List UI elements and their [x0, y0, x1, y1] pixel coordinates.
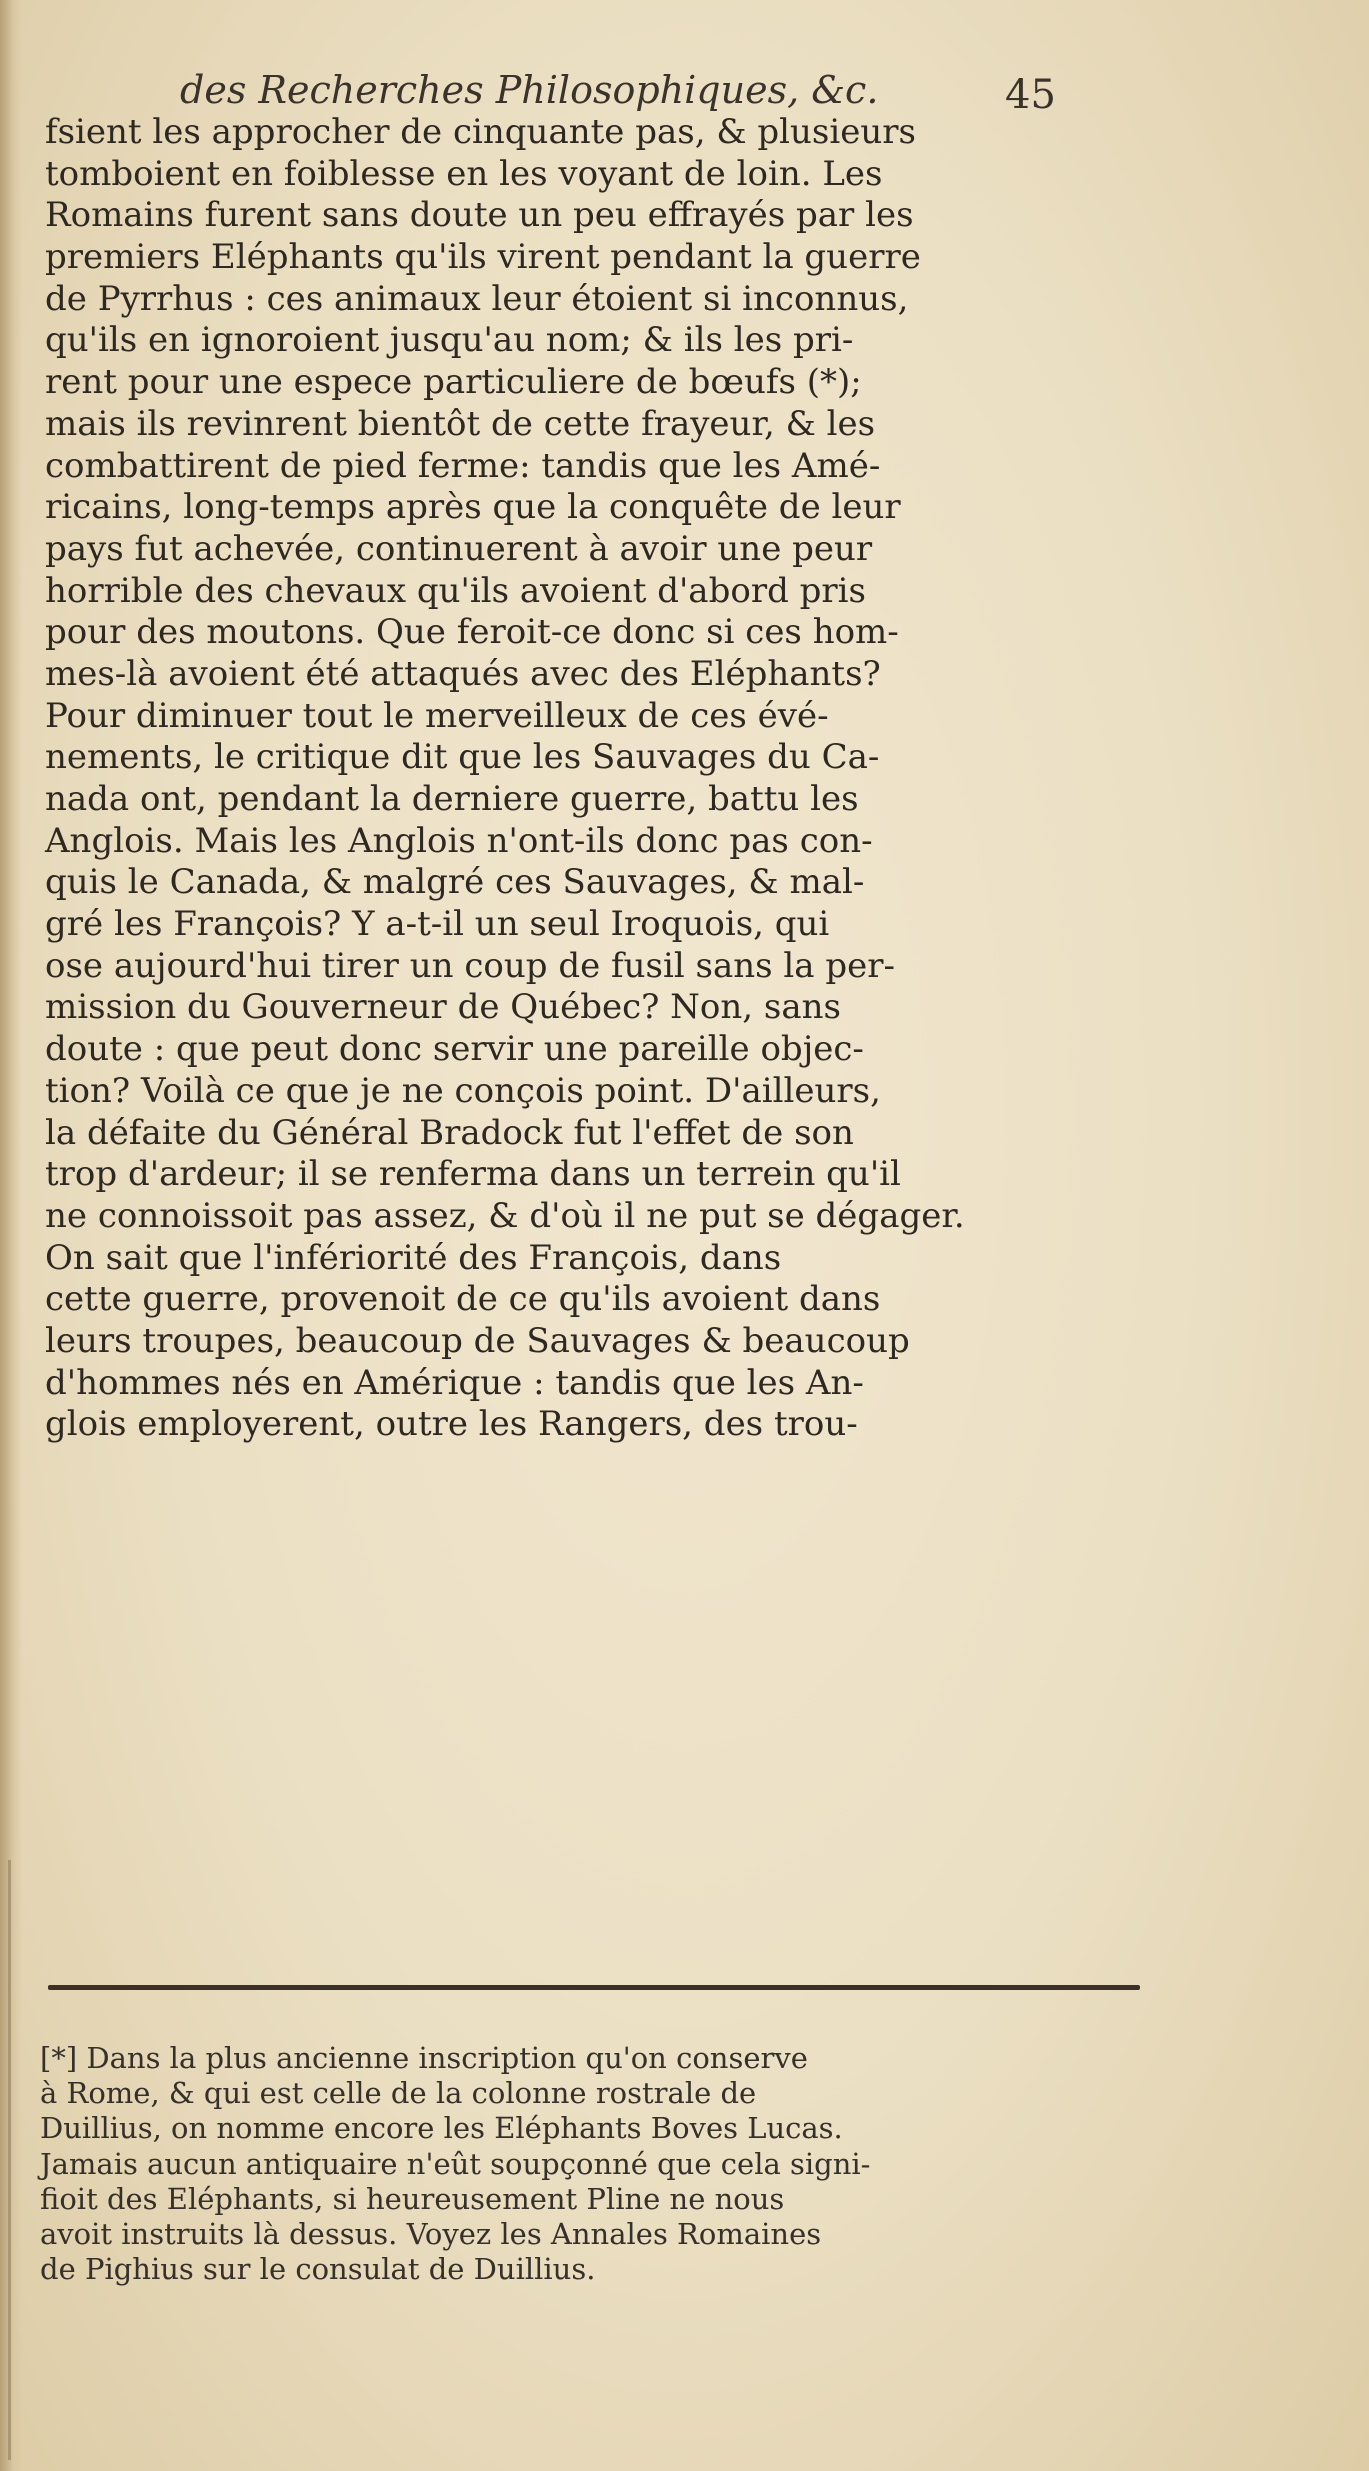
text-line: mais ils revinrent bientôt de cette frayeur, & les [45, 403, 876, 444]
text-line: Pour diminuer tout le merveilleux de ces évé- [45, 695, 829, 736]
text-line: quis le Canada, & malgré ces Sauvages, & mal- [45, 862, 865, 903]
text-line: ricains, long-temps après que la conquête de leur [45, 487, 901, 528]
text-line: la défaite du Général Bradock fut l'effet de son [45, 1112, 854, 1153]
text-line: cette guerre, provenoit de ce qu'ils avoient dans [45, 1279, 881, 1320]
text-line: trop d'ardeur; il se renferma dans un terrein qu'il [45, 1154, 901, 1195]
text-line: tomboient en foiblesse en les voyant de loin. Les [45, 153, 883, 194]
page-number: 45 [1005, 72, 1056, 118]
text-line: pour des moutons. Que feroit-ce donc si ces hom- [45, 612, 899, 653]
text-line: combattirent de pied ferme: tandis que les Amé- [45, 445, 881, 486]
text-line: gré les François? Y a-t-il un seul Iroquois, qui [45, 904, 830, 945]
footnote-line: fioit des Eléphants, si heureusement Pline ne nous [40, 2181, 785, 2216]
text-line: leurs troupes, beaucoup de Sauvages & beaucoup [45, 1320, 910, 1361]
text-line: nements, le critique dit que les Sauvages du Ca- [45, 737, 880, 778]
text-line: rent pour une espece particuliere de bœufs (*); [45, 362, 862, 403]
text-line: qu'ils en ignoroient jusqu'au nom; & ils les pri- [45, 320, 854, 361]
running-title: des Recherches Philosophiques, &c. [180, 68, 879, 112]
footnote-divider [48, 1985, 1140, 1990]
text-line: mission du Gouverneur de Québec? Non, sans [45, 987, 841, 1028]
text-line: fsient les approcher de cinquante pas, & plusieurs [45, 112, 916, 152]
text-line: mes-là avoient été attaqués avec des Eléphants? [45, 653, 881, 694]
footnote-line: Duillius, on nomme encore les Eléphants Boves Lucas. [40, 2111, 843, 2146]
text-line: de Pyrrhus : ces animaux leur étoient si inconnus, [45, 278, 909, 319]
text-line: ose aujourd'hui tirer un coup de fusil sans la per- [45, 945, 895, 986]
text-line: glois employerent, outre les Rangers, des trou- [45, 1404, 858, 1445]
text-line: ne connoissoit pas assez, & d'où il ne put se dégager. [45, 1195, 965, 1236]
footnote-line: Jamais aucun antiquaire n'eût soupçonné que cela signi- [40, 2146, 871, 2181]
text-line: pays fut achevée, continuerent à avoir une peur [45, 528, 873, 569]
text-line: premiers Eléphants qu'ils virent pendant la guerre [45, 237, 921, 278]
text-line: Romains furent sans doute un peu effrayés par les [45, 195, 914, 236]
text-line: nada ont, pendant la derniere guerre, battu les [45, 779, 859, 819]
text-line: On sait que l'infériorité des François, dans [45, 1237, 782, 1278]
main-text [45, 112, 1125, 1446]
text-line: d'hommes nés en Amérique : tandis que les An- [45, 1362, 864, 1403]
footnote [40, 2041, 1130, 2287]
page-gutter-shadow [0, 0, 22, 2471]
footnote-line: à Rome, & qui est celle de la colonne rostrale de [40, 2076, 757, 2111]
text-line: tion? Voilà ce que je ne conçois point. D'ailleurs, [45, 1070, 881, 1111]
text-line: horrible des chevaux qu'ils avoient d'abord pris [45, 570, 866, 611]
footnote-line: avoit instruits là dessus. Voyez les Annales Romaines [40, 2216, 822, 2251]
binding-edge [8, 1860, 11, 2460]
footnote-line: de Pighius sur le consulat de Duillius. [40, 2252, 596, 2287]
footnote-line: [*] Dans la plus ancienne inscription qu'on conserve [40, 2041, 808, 2075]
text-line: doute : que peut donc servir une pareille objec- [45, 1029, 864, 1070]
text-line: Anglois. Mais les Anglois n'ont-ils donc pas con- [45, 820, 873, 861]
